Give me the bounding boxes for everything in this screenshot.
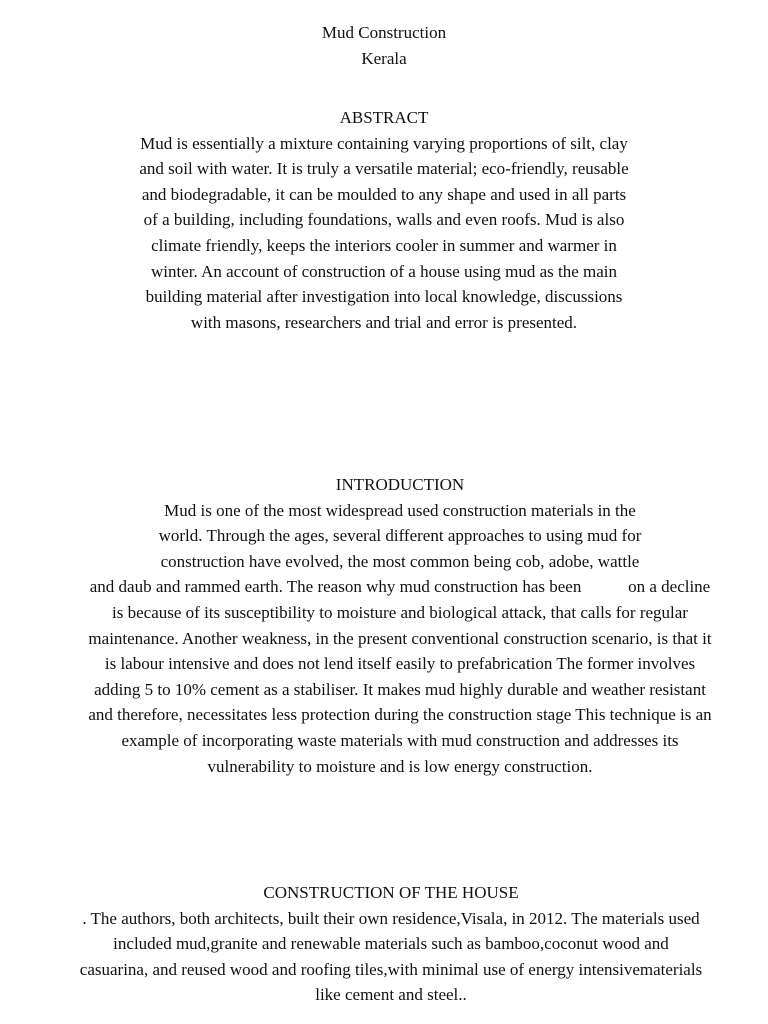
introduction-line: maintenance. Another weakness, in the present conventional construction scenario, is that it (88, 628, 712, 648)
introduction-line: Mud is one of the most widespread used construction materials in the (164, 500, 636, 520)
introduction-body (0, 498, 768, 780)
construction-line: like cement and steel.. (315, 985, 467, 1005)
construction-line: included mud,granite and renewable materials such as bamboo,coconut wood and (113, 934, 669, 954)
abstract-line: and biodegradable, it can be moulded to any shape and used in all parts (141, 184, 627, 204)
abstract-body (0, 131, 768, 336)
construction-body (0, 906, 768, 1008)
location-text: Kerala (361, 48, 407, 68)
abstract-section (0, 105, 768, 335)
introduction-heading: INTRODUCTION (335, 475, 465, 494)
title-text: Mud Construction (321, 23, 447, 42)
construction-line: casuarina, and reused wood and roofing tiles,with minimal use of energy intensivematerials (79, 959, 703, 979)
construction-line: . The authors, both architects, built their own residence,Visala, in 2012. The materials used (82, 908, 700, 928)
document-title (0, 20, 768, 71)
abstract-line: Mud is essentially a mixture containing varying proportions of silt, clay (140, 133, 628, 153)
introduction-section (0, 472, 768, 779)
abstract-line: and soil with water. It is truly a versatile material; eco-friendly, reusable (139, 159, 629, 179)
construction-section (0, 880, 768, 1008)
introduction-line: is labour intensive and does not lend itself easily to prefabrication The former involves (104, 654, 696, 674)
introduction-line: construction have evolved, the most common being cob, adobe, wattle (160, 551, 640, 571)
introduction-line: adding 5 to 10% cement as a stabiliser. It makes mud highly durable and weather resistant (94, 679, 706, 699)
abstract-line: of a building, including foundations, walls and even roofs. Mud is also (143, 210, 625, 230)
abstract-line: climate friendly, keeps the interiors cooler in summer and warmer in (151, 235, 617, 255)
abstract-line: with masons, researchers and trial and error is presented. (190, 312, 578, 332)
introduction-line: and daub and rammed earth. The reason why mud construction has been on a decline (89, 577, 711, 597)
abstract-line: winter. An account of construction of a house using mud as the main (151, 261, 617, 281)
introduction-line: world. Through the ages, several different approaches to using mud for (158, 526, 642, 546)
abstract-heading: ABSTRACT (339, 108, 429, 127)
construction-heading: CONSTRUCTION OF THE HOUSE (263, 883, 519, 902)
introduction-line: is because of its susceptibility to moisture and biological attack, that calls for regular (112, 602, 688, 622)
introduction-line: example of incorporating waste materials with mud construction and addresses its (121, 730, 679, 750)
introduction-line: vulnerability to moisture and is low energy construction. (207, 756, 593, 776)
introduction-line: and therefore, necessitates less protection during the construction stage This technique is an (88, 705, 712, 725)
abstract-line: building material after investigation into local knowledge, discussions (145, 287, 623, 307)
